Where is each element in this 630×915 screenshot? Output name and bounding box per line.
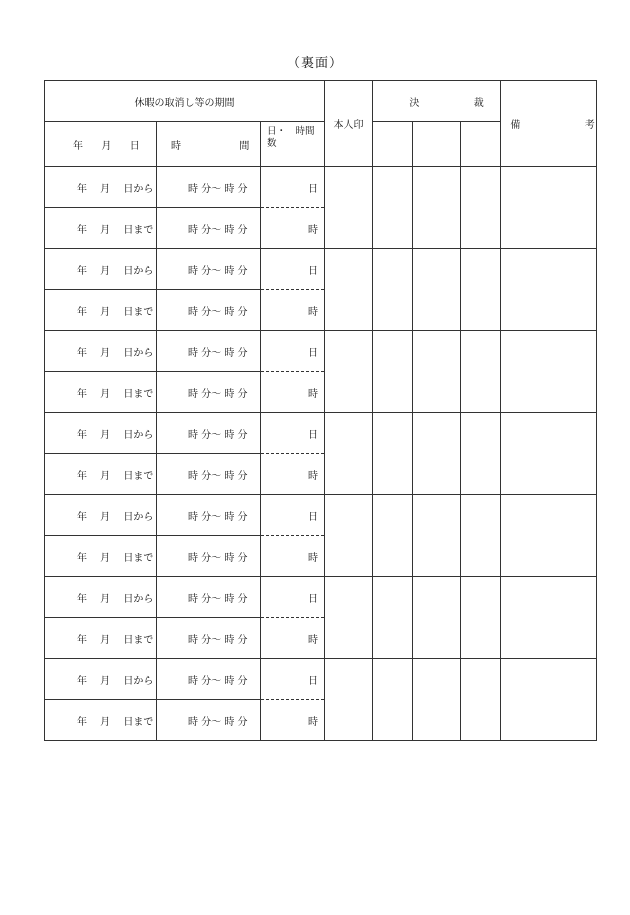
approval-label-1: 決 [409,97,420,109]
remarks-field[interactable] [501,167,597,249]
days-field[interactable] [261,167,325,208]
days-unit-text: 日 [308,429,319,441]
approval-field-1[interactable] [373,659,413,741]
end-time-text: 時 分～ 時 分 [188,306,248,318]
approval-field-3[interactable] [461,249,501,331]
hours-field[interactable] [261,700,325,741]
end-time-text: 時 分～ 時 分 [188,716,248,728]
hours-field[interactable] [261,208,325,249]
hours-field[interactable] [261,536,325,577]
end-time-field[interactable] [157,454,261,495]
approval-field-1[interactable] [373,495,413,577]
approval-field-1[interactable] [373,249,413,331]
approval-field-3[interactable] [461,659,501,741]
remarks-label-2: 考 [584,120,595,131]
end-date-field[interactable] [45,372,157,413]
start-date-field[interactable] [45,495,157,536]
approval-field-1[interactable] [373,413,413,495]
end-date-field[interactable] [45,208,157,249]
end-time-text: 時 分～ 時 分 [188,470,248,482]
end-text: 年 月 日まで [77,634,154,646]
remarks-header [501,81,597,167]
hours-field[interactable] [261,372,325,413]
start-text: 年 月 日から [77,347,154,359]
personal-seal-field[interactable] [325,167,373,249]
table-row [45,331,597,372]
approval-field-2[interactable] [413,659,461,741]
approval-field-3[interactable] [461,167,501,249]
approval-field-2[interactable] [413,249,461,331]
remarks-field[interactable] [501,249,597,331]
end-date-field[interactable] [45,454,157,495]
personal-seal-field[interactable] [325,413,373,495]
start-date-field[interactable] [45,659,157,700]
personal-seal-field[interactable] [325,577,373,659]
approval-field-3[interactable] [461,331,501,413]
approval-field-3[interactable] [461,577,501,659]
days-field[interactable] [261,331,325,372]
leave-cancellation-table [44,80,597,741]
date-header [45,122,157,167]
days-hours-header: 日・ 時間数 [261,122,325,167]
end-time-field[interactable] [157,700,261,741]
approval-field-1[interactable] [373,331,413,413]
start-text: 年 月 日から [77,183,154,195]
table-row [45,249,597,290]
table-row [45,167,597,208]
personal-seal-field[interactable] [325,331,373,413]
table-row [45,413,597,454]
end-text: 年 月 日まで [77,470,154,482]
hours-unit-text: 時 [308,470,319,482]
time-label-2: 間 [239,140,250,152]
start-time-field[interactable] [157,495,261,536]
remarks-field[interactable] [501,659,597,741]
approval-field-2[interactable] [413,413,461,495]
remarks-field[interactable] [501,413,597,495]
end-date-field[interactable] [45,700,157,741]
end-time-text: 時 分～ 時 分 [188,388,248,400]
end-time-field[interactable] [157,618,261,659]
end-date-field[interactable] [45,536,157,577]
approval-field-2[interactable] [413,495,461,577]
end-text: 年 月 日まで [77,552,154,564]
days-unit-text: 日 [308,511,319,523]
days-unit-text: 日 [308,183,319,195]
end-date-field[interactable] [45,290,157,331]
page-title: （裏面） [286,56,343,71]
end-time-field[interactable] [157,208,261,249]
table-row [45,577,597,618]
remarks-field[interactable] [501,495,597,577]
days-unit-text: 日 [308,675,319,687]
start-time-field[interactable] [157,413,261,454]
end-time-field[interactable] [157,290,261,331]
approval-field-3[interactable] [461,495,501,577]
start-text: 年 月 日から [77,675,154,687]
hours-field[interactable] [261,618,325,659]
approval-cell-3 [461,122,501,167]
time-header [157,122,261,167]
start-time-field[interactable] [157,249,261,290]
approval-field-1[interactable] [373,577,413,659]
days-field[interactable] [261,495,325,536]
start-text: 年 月 日から [77,265,154,277]
personal-seal-field[interactable] [325,249,373,331]
end-date-field[interactable] [45,618,157,659]
start-time-text: 時 分～ 時 分 [188,429,248,441]
start-date-field[interactable] [45,167,157,208]
end-text: 年 月 日まで [77,716,154,728]
personal-seal-field[interactable] [325,495,373,577]
start-date-field[interactable] [45,331,157,372]
start-date-field[interactable] [45,577,157,618]
period-header: 休暇の取消し等の期間 [45,81,325,122]
hours-unit-text: 時 [308,552,319,564]
end-text: 年 月 日まで [77,388,154,400]
start-time-field[interactable] [157,331,261,372]
date-year-label: 年 [73,140,83,152]
end-text: 年 月 日まで [77,306,154,318]
hours-unit-text: 時 [308,634,319,646]
approval-label-2: 裁 [473,97,484,109]
start-time-text: 時 分～ 時 分 [188,347,248,359]
start-time-text: 時 分～ 時 分 [188,183,248,195]
start-text: 年 月 日から [77,593,154,605]
approval-cell-1 [373,122,413,167]
start-date-field[interactable] [45,249,157,290]
personal-seal-field[interactable] [325,659,373,741]
approval-field-2[interactable] [413,167,461,249]
approval-field-2[interactable] [413,331,461,413]
date-month-label: 月 [101,140,112,152]
end-text: 年 月 日まで [77,224,154,236]
days-field[interactable] [261,659,325,700]
start-time-field[interactable] [157,167,261,208]
start-time-text: 時 分～ 時 分 [188,593,248,605]
time-label-1: 時 [171,140,181,152]
days-field[interactable] [261,577,325,618]
start-time-text: 時 分～ 時 分 [188,265,248,277]
approval-header [373,81,501,122]
end-time-text: 時 分～ 時 分 [188,634,248,646]
approval-field-1[interactable] [373,167,413,249]
start-time-text: 時 分～ 時 分 [188,511,248,523]
hours-unit-text: 時 [308,388,319,400]
days-unit-text: 日 [308,593,319,605]
table-row [45,659,597,700]
approval-cell-2 [413,122,461,167]
days-field[interactable] [261,413,325,454]
remarks-field[interactable] [501,331,597,413]
remarks-field[interactable] [501,577,597,659]
end-time-text: 時 分～ 時 分 [188,224,248,236]
personal-seal-header: 本人印 [325,81,373,167]
hours-field[interactable] [261,454,325,495]
days-unit-text: 日 [308,265,319,277]
approval-field-3[interactable] [461,413,501,495]
days-field[interactable] [261,249,325,290]
end-time-field[interactable] [157,536,261,577]
approval-field-2[interactable] [413,577,461,659]
hours-unit-text: 時 [308,224,319,236]
start-date-field[interactable] [45,413,157,454]
hours-unit-text: 時 [308,716,319,728]
remarks-label-1: 備 [510,120,521,131]
start-text: 年 月 日から [77,511,154,523]
start-text: 年 月 日から [77,429,154,441]
start-time-field[interactable] [157,577,261,618]
start-time-field[interactable] [157,659,261,700]
end-time-text: 時 分～ 時 分 [188,552,248,564]
hours-field[interactable] [261,290,325,331]
date-day-label: 日 [129,140,140,152]
end-time-field[interactable] [157,372,261,413]
table-row [45,495,597,536]
hours-unit-text: 時 [308,306,319,318]
start-time-text: 時 分～ 時 分 [188,675,248,687]
days-unit-text: 日 [308,347,319,359]
